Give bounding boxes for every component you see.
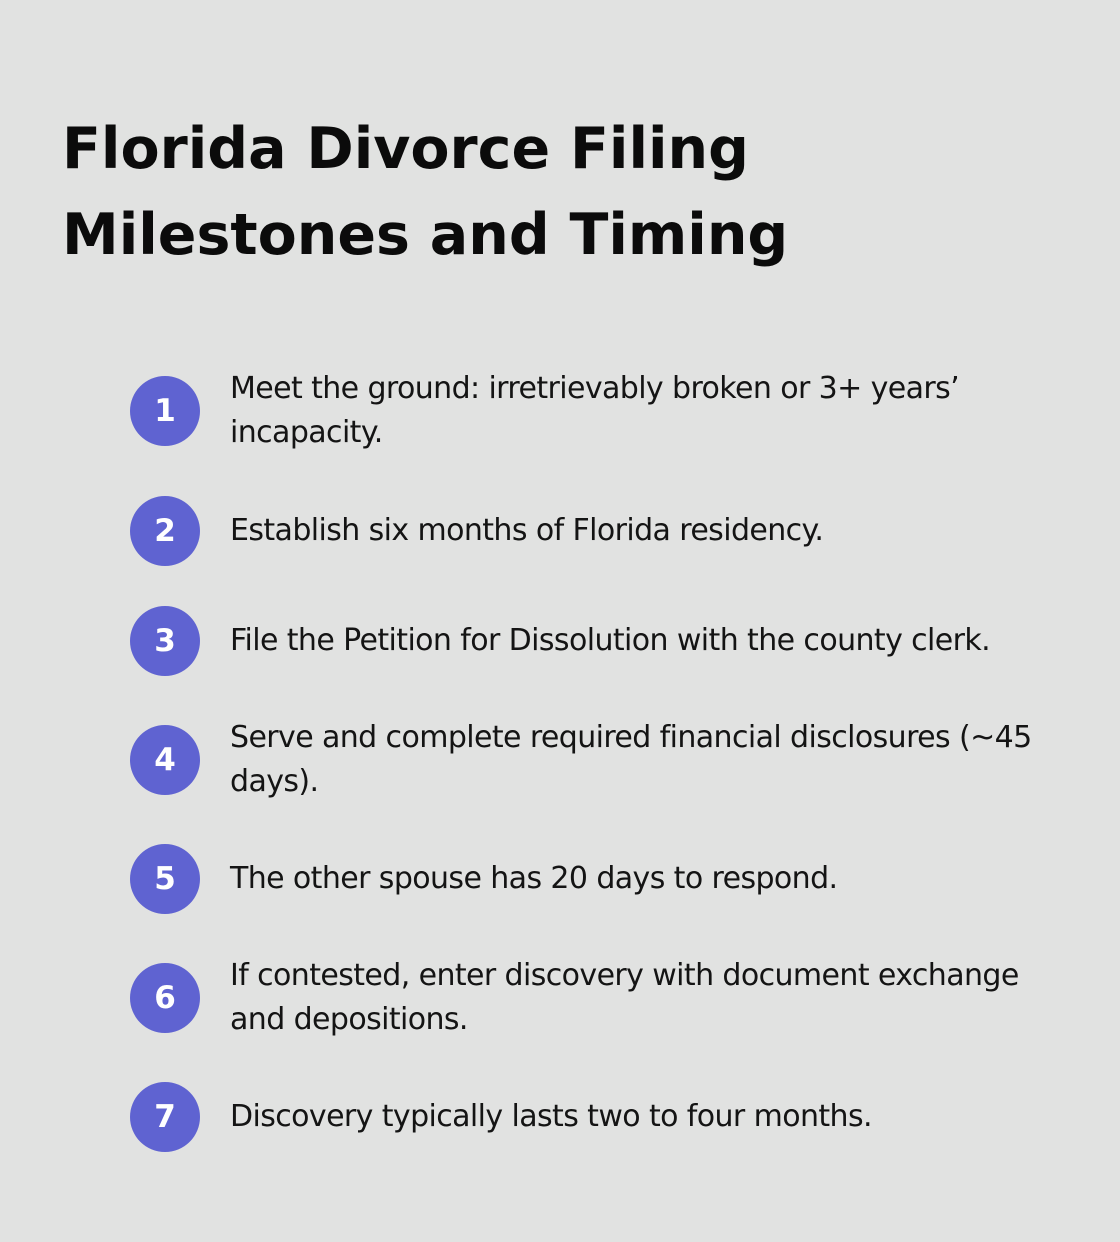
milestone-step-5: [130, 844, 1060, 914]
step-number-badge: 3: [130, 606, 200, 676]
step-description: File the Petition for Dissolution with the county clerk.: [230, 623, 991, 658]
step-description: The other spouse has 20 days to respond.: [230, 861, 838, 896]
milestone-step-2: [130, 496, 1060, 566]
step-description: If contested, enter discovery with document exchange and depositions.: [230, 958, 1019, 1037]
step-description: Meet the ground: irretrievably broken or 3+ years’ incapacity.: [230, 371, 960, 450]
milestone-step-6: [130, 958, 1060, 1037]
step-description: Establish six months of Florida residency.: [230, 513, 824, 548]
step-number-badge: 1: [130, 376, 200, 446]
step-description: Discovery typically lasts two to four months.: [230, 1099, 872, 1134]
step-number-badge: 4: [130, 725, 200, 795]
step-number-badge: 2: [130, 496, 200, 566]
milestone-step-7: [130, 1082, 1060, 1152]
step-number-badge: 6: [130, 963, 200, 1033]
milestone-step-4: [130, 720, 1060, 799]
step-number-badge: 7: [130, 1082, 200, 1152]
milestone-step-1: [130, 371, 1060, 450]
step-description: Serve and complete required financial disclosures (~45 days).: [230, 720, 1032, 799]
page-title: Florida Divorce Filing Milestones and Timing: [62, 116, 789, 268]
milestone-step-3: [130, 606, 1060, 676]
step-number-badge: 5: [130, 844, 200, 914]
